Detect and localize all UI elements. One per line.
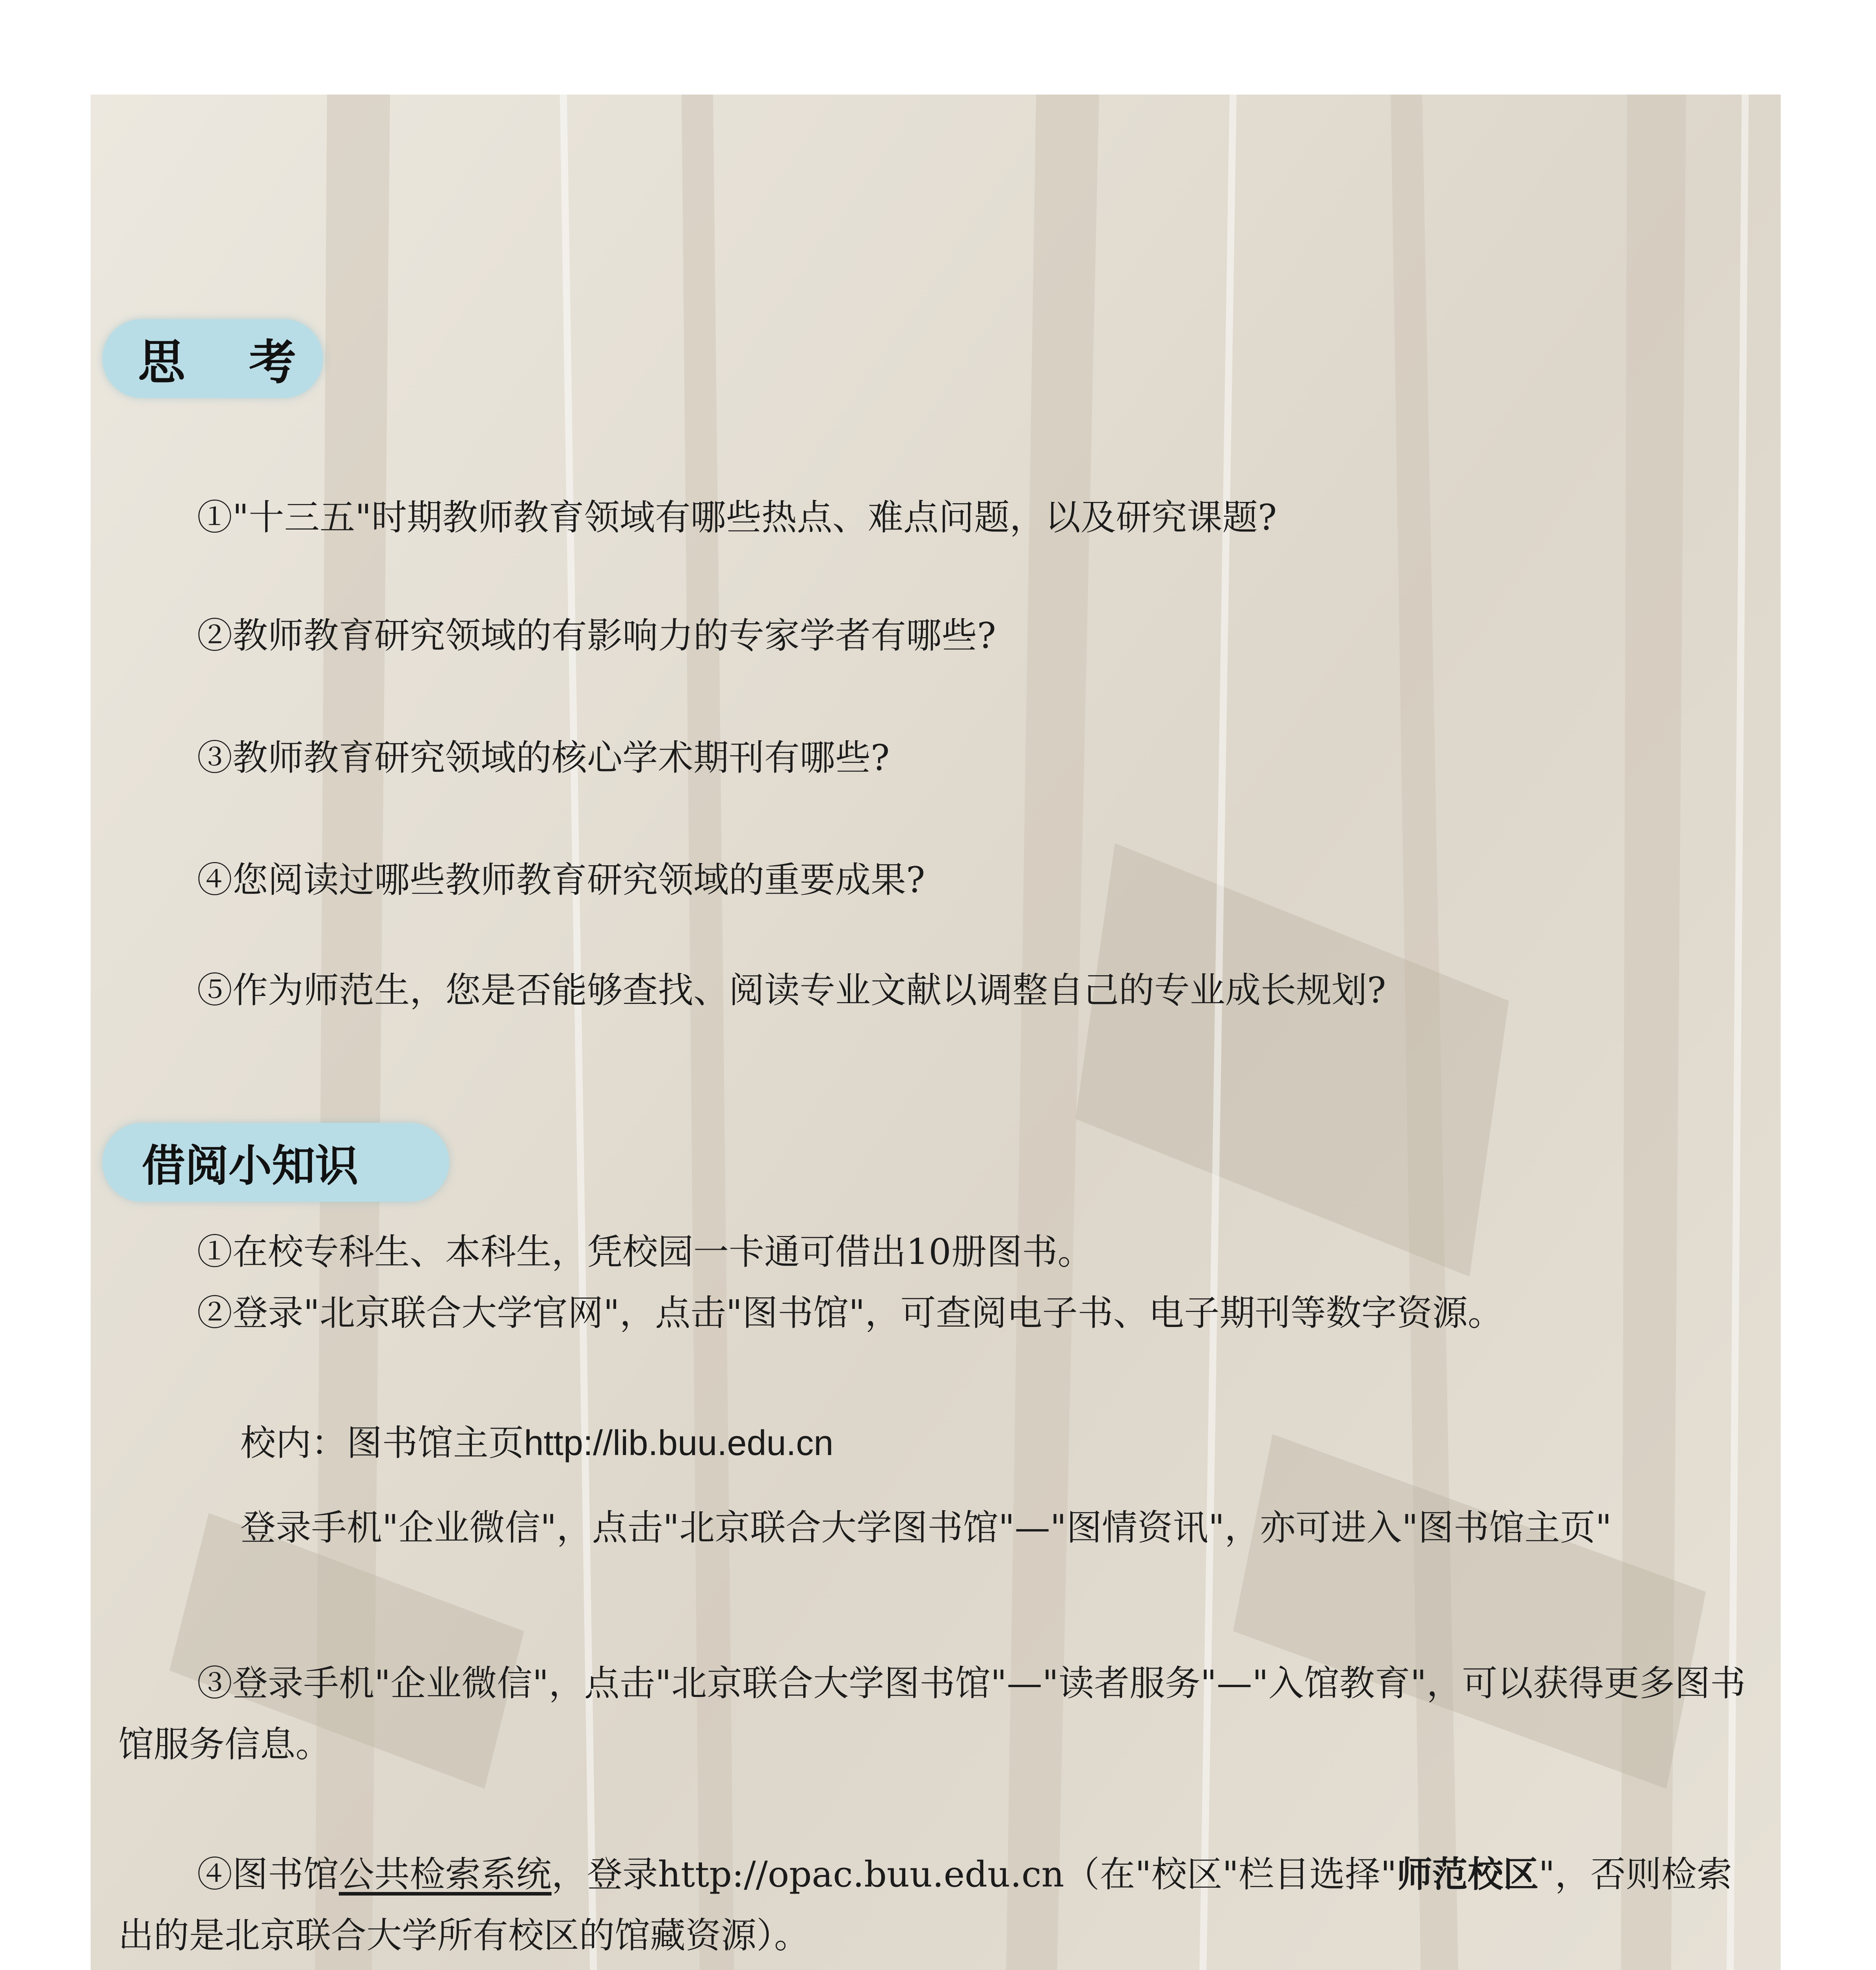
campus-homepage-line: 校内：图书馆主页http://lib.buu.edu.cn — [240, 1422, 834, 1464]
borrow-item-1: ①在校专科生、本科生，凭校园一卡通可借出10册图书。 — [197, 1231, 1093, 1273]
wechat-note: 登录手机"企业微信"，点击"北京联合大学图书馆"—"图情资讯"，亦可进入"图书馆主页" — [240, 1507, 1612, 1548]
opac-search-link[interactable]: 公共检索系统 — [339, 1854, 552, 1895]
question-3: ③教师教育研究领域的核心学术期刊有哪些? — [197, 737, 890, 779]
borrow-item-3: ③登录手机"企业微信"，点击"北京联合大学图书馆"—"读者服务"—"入馆教育"，可以获得更多图书馆服务信息。 — [118, 1663, 1746, 1765]
question-5: ⑤作为师范生，您是否能够查找、阅读专业文献以调整自己的专业成长规划? — [197, 970, 1386, 1011]
question-1: ①"十三五"时期教师教育领域有哪些热点、难点问题，以及研究课题? — [197, 497, 1277, 538]
borrow-item-4: ④图书馆公共检索系统，登录http://opac.buu.edu.cn（在"校区"栏目选择"师范校区"，否则检索出的是北京联合大学所有校区的馆藏资源）。 — [118, 1853, 1732, 1956]
borrow-item-2: ②登录"北京联合大学官网"，点击"图书馆"，可查阅电子书、电子期刊等数字资源。 — [197, 1292, 1503, 1334]
library-homepage-link[interactable]: http://lib.buu.edu.cn — [524, 1424, 834, 1463]
question-2: ②教师教育研究领域的有影响力的专家学者有哪些? — [197, 615, 996, 656]
section-badge-think: 思 考 — [102, 319, 323, 398]
document-page — [91, 95, 1781, 1970]
question-4: ④您阅读过哪些教师教育研究领域的重要成果? — [197, 859, 925, 901]
section-badge-borrow: 借阅小知识 — [102, 1123, 449, 1202]
